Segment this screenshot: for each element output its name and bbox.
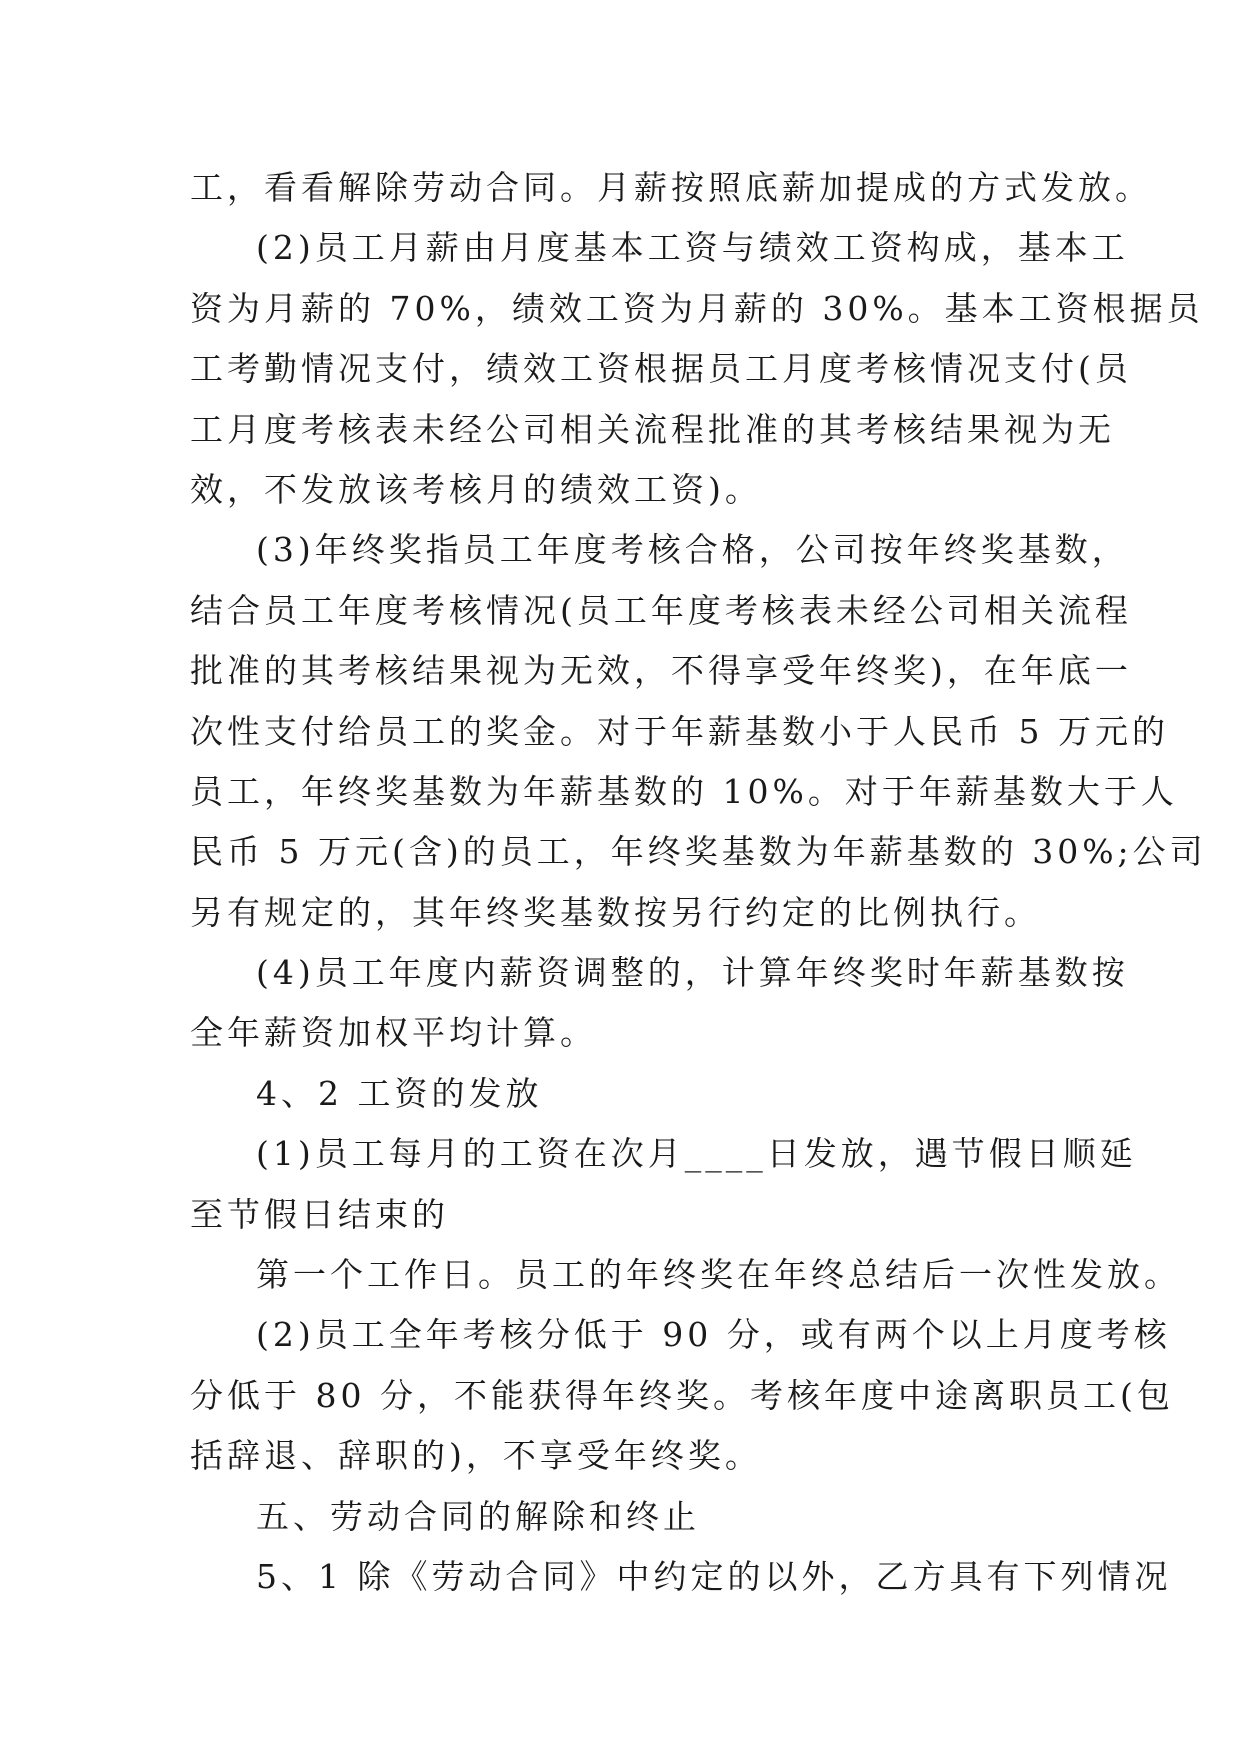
text-line: (2)员工全年考核分低于 90 分，或有两个以上月度考核 [256,1315,1171,1355]
text-line: 5、1 除《劳动合同》中约定的以外，乙方具有下列情况 [256,1556,1172,1596]
text-line: 分低于 80 分，不能获得年终奖。考核年度中途离职员工(包 [190,1375,1174,1415]
text-line: 工月度考核表未经公司相关流程批准的其考核结果视为无 [190,409,1115,449]
text-line: 括辞退、辞职的)，不享受年终奖。 [190,1436,762,1476]
text-line: 效，不发放该考核月的绩效工资)。 [190,469,762,509]
text-line: 结合员工年度考核情况(员工年度考核表未经公司相关流程 [190,590,1132,630]
text-line: 资为月薪的 70%，绩效工资为月薪的 30%。基本工资根据员 [190,288,1204,328]
text-line: 第一个工作日。员工的年终奖在年终总结后一次性发放。 [256,1255,1181,1295]
section-heading: 五、劳动合同的解除和终止 [256,1496,700,1536]
text-line: 至节假日结束的 [190,1194,449,1234]
document-body [190,158,1207,1607]
text-line: 批准的其考核结果视为无效，不得享受年终奖)，在年底一 [190,651,1132,691]
text-line: (4)员工年度内薪资调整的，计算年终奖时年薪基数按 [256,953,1129,993]
text-line: (3)年终奖指员工年度考核合格，公司按年终奖基数， [256,530,1129,570]
text-line: 工，看看解除劳动合同。月薪按照底薪加提成的方式发放。 [190,168,1152,207]
text-line: 另有规定的，其年终奖基数按另行约定的比例执行。 [190,892,1041,932]
section-heading: 4、2 工资的发放 [256,1073,543,1113]
text-line: 员工，年终奖基数为年薪基数的 10%。对于年薪基数大于人 [190,771,1178,811]
text-line: (1)员工每月的工资在次月____日发放，遇节假日顺延 [256,1134,1137,1174]
text-line: 民币 5 万元(含)的员工，年终奖基数为年薪基数的 30%;公司 [190,832,1207,872]
text-line: (2)员工月薪由月度基本工资与绩效工资构成，基本工 [256,228,1129,268]
text-line: 次性支付给员工的奖金。对于年薪基数小于人民币 5 万元的 [190,711,1169,751]
text-line: 工考勤情况支付，绩效工资根据员工月度考核情况支付(员 [190,349,1132,389]
text-line: 全年薪资加权平均计算。 [190,1013,597,1053]
